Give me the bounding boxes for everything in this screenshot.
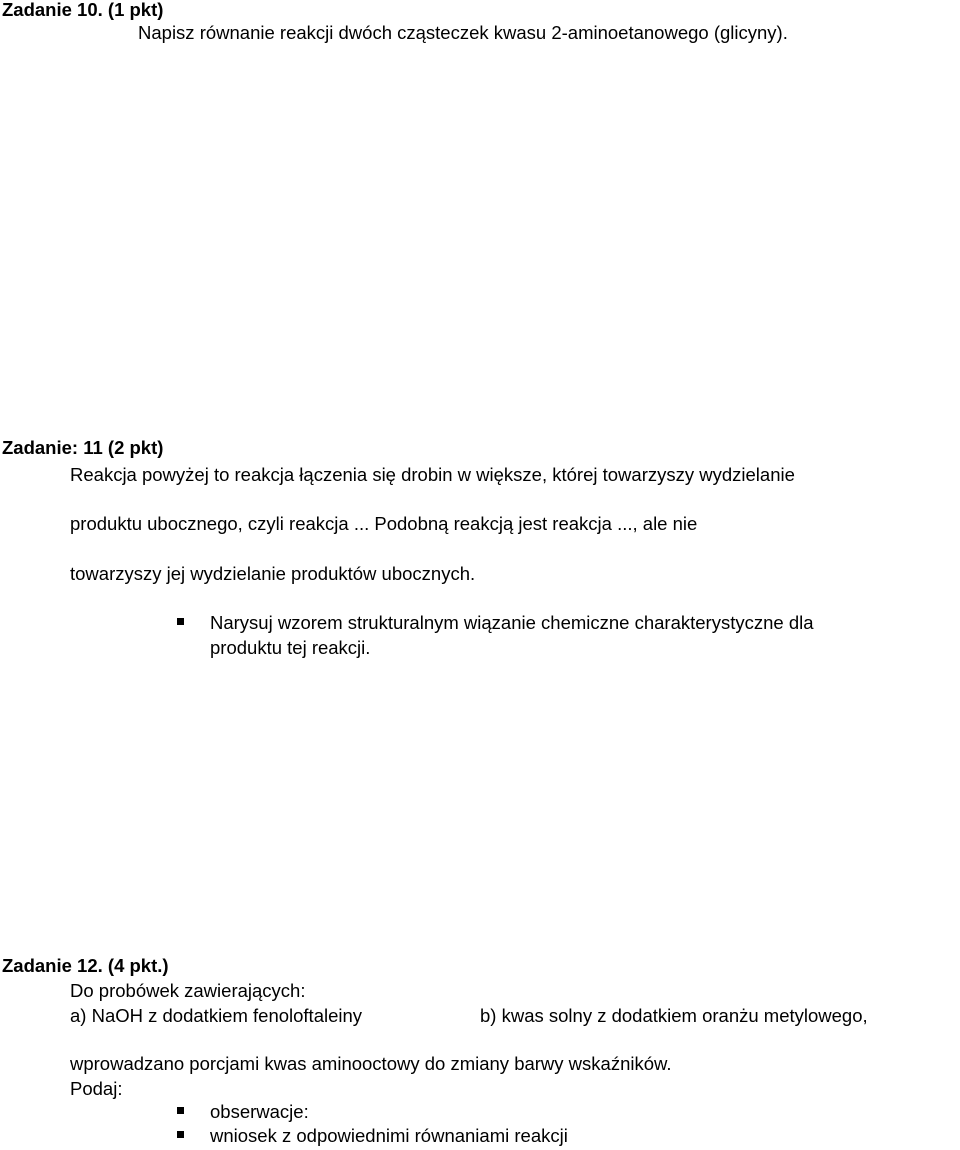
bullet-square-icon — [177, 618, 184, 625]
task11-heading: Zadanie: 11 (2 pkt) — [2, 437, 164, 458]
task12-intro: Do probówek zawierających: — [70, 980, 306, 1001]
task12-heading: Zadanie 12. (4 pkt.) — [2, 955, 169, 976]
task11-line-2: produktu ubocznego, czyli reakcja ... Podobną reakcją jest reakcja ..., ale nie — [70, 513, 698, 534]
task12-bullet-1: obserwacje: — [210, 1101, 309, 1122]
task10-text: Napisz równanie reakcji dwóch cząsteczek kwasu 2-aminoetanowego (glicyny). — [138, 22, 788, 43]
bullet-square-icon — [177, 1107, 184, 1114]
bullet-square-icon — [177, 1131, 184, 1138]
task12-prompt: Podaj: — [70, 1078, 123, 1099]
task12-line-2: wprowadzano porcjami kwas aminooctowy do zmiany barwy wskaźników. — [70, 1053, 672, 1074]
task11-bullet-line-1: Narysuj wzorem strukturalnym wiązanie chemiczne charakterystyczne dla — [210, 612, 814, 633]
task11-bullet-line-2: produktu tej reakcji. — [210, 637, 371, 658]
task12-option-b: b) kwas solny z dodatkiem oranżu metylowego, — [480, 1005, 868, 1026]
task11-line-3: towarzyszy jej wydzielanie produktów ubocznych. — [70, 563, 476, 584]
task12-option-a: a) NaOH z dodatkiem fenoloftaleiny — [70, 1005, 363, 1026]
task12-bullet-2: wniosek z odpowiednimi równaniami reakcji — [210, 1125, 568, 1146]
task10-heading: Zadanie 10. (1 pkt) — [2, 0, 164, 20]
task11-line-1: Reakcja powyżej to reakcja łączenia się drobin w większe, której towarzyszy wydzielanie — [70, 464, 795, 485]
